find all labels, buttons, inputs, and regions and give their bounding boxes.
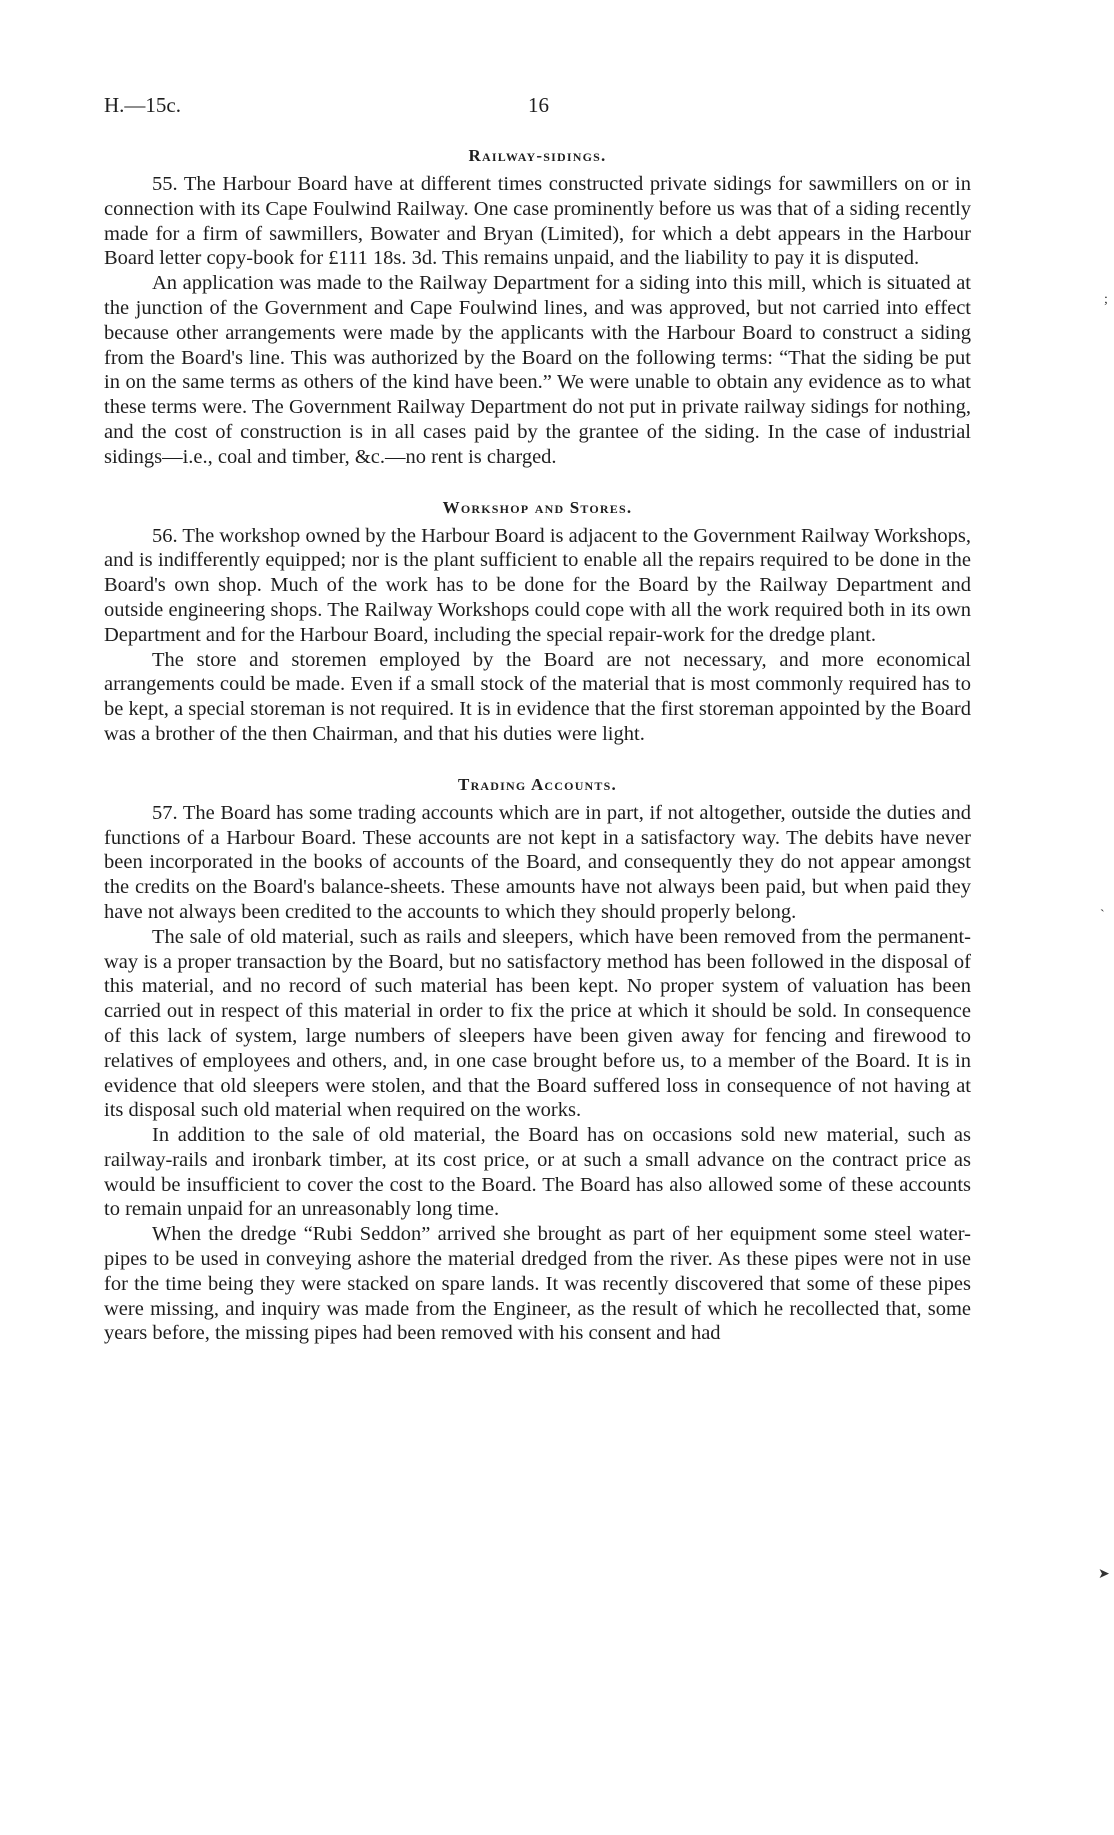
document-reference: H.—15c. bbox=[104, 93, 181, 117]
paragraph-55: 55. The Harbour Board have at different times constructed private sidings for sawmillers on or in connection with its Cape Foulwind Railway. One case prominently before us was that of a siding recently made for a firm of sawmillers, Bowater and Bryan (Limited), for which a debt appears in the Harbour Board letter copy-book for £111 18s. 3d. This remains unpaid, and the liability to pay it is disputed. bbox=[104, 173, 971, 270]
margin-speck-mark: ; bbox=[1104, 292, 1108, 307]
margin-tick-mark: ` bbox=[1100, 908, 1105, 923]
paragraph-57: 57. The Board has some trading accounts which are in part, if not altogether, outside the duties and functions of a Harbour Board. These accounts are not kept in a satisfactory way. The debits have never been incorporated in the books of accounts of the Board, and consequently they do not appear amongst the credits on the Board's balance-sheets. These amounts have not always been paid, but when paid they have not always been credited to the accounts to which they should properly belong. bbox=[104, 801, 971, 923]
paragraph-storemen: The store and storemen employed by the Board are not necessary, and more economical arrangements could be made. Even if a small stock of the material that is most commonly required has to be kept, a special storeman is not required. It is in evidence that the first storeman appointed by the Board was a brother of the then Chairman, and that his duties were light. bbox=[104, 648, 972, 745]
section-heading-railway-sidings: Railway-sidings. bbox=[468, 146, 607, 165]
page-header bbox=[104, 93, 974, 123]
paragraph-dredge-pipes: When the dredge “Rubi Seddon” arrived she brought as part of her equipment some steel water-pipes to be used in conveying ashore the material dredged from the river. As these pipes were not in use for the time being they were stacked on spare lands. It was recently discovered that some of these pipes were missing, and inquiry was made from the Engineer, as the result of which he recollected that, some years before, the missing pipes had been removed with his consent and had bbox=[104, 1223, 971, 1345]
paragraph-old-material: The sale of old material, such as rails and sleepers, which have been removed from the permanent-way is a proper transaction by the Board, but no satisfactory method has been followed in the disposal of this material, and no record of such material has been kept. No proper system of valuation has been carried out in respect of this material in order to fix the price at which it should be sold. In consequence of this lack of system, large numbers of sleepers have been given away for fencing and firewood to relatives of employees and others, and, in one case brought before us, to a member of the Board. It is in evidence that old sleepers were stolen, and that the Board suffered loss in consequence of not having at its disposal such old material when required on the works. bbox=[104, 925, 971, 1122]
margin-arrow-mark: ➤ bbox=[1098, 1567, 1110, 1582]
section-heading-trading-accounts: Trading Accounts. bbox=[458, 774, 617, 794]
main-text-column bbox=[104, 140, 971, 1346]
paragraph-56: 56. The workshop owned by the Harbour Board is adjacent to the Government Railway Workshops, and is indifferently equipped; nor is the plant sufficient to enable all the repairs required to be done in the Board's own shop. Much of the work has to be done for the Board by the Railway Department and outside engineering shops. The Railway Workshops could cope with all the work required both in its own Department and for the Harbour Board, including the special repair-work for the dredge plant. bbox=[104, 524, 971, 646]
paragraph-railway-application: An application was made to the Railway Department for a siding into this mill, which is situated at the junction of the Government and Cape Foulwind lines, and was approved, but not carried into effect because other arrangements were made by the applicants with the Harbour Board to construct a siding from the Board's line. This was authorized by the Board on the following terms: “That the siding be put in on the same terms as others of the kind have been.” We were unable to obtain any evidence as to what these terms were. The Government Railway Department do not put in private railway sidings for nothing, and the cost of construction is in all cases paid by the grantee of the siding. In the case of industrial sidings—i.e., coal and timber, &c.—no rent is charged. bbox=[104, 272, 971, 468]
paragraph-new-material: In addition to the sale of old material, the Board has on occasions sold new material, such as railway-rails and ironbark timber, at its cost price, or at such a small advance on the contract price as would be insufficient to cover the cost to the Board. The Board has also allowed some of these accounts to remain unpaid for an unreasonably long time. bbox=[104, 1124, 971, 1221]
section-heading-workshop-stores: Workshop and Stores. bbox=[442, 497, 633, 517]
page-number: 16 bbox=[528, 93, 549, 117]
